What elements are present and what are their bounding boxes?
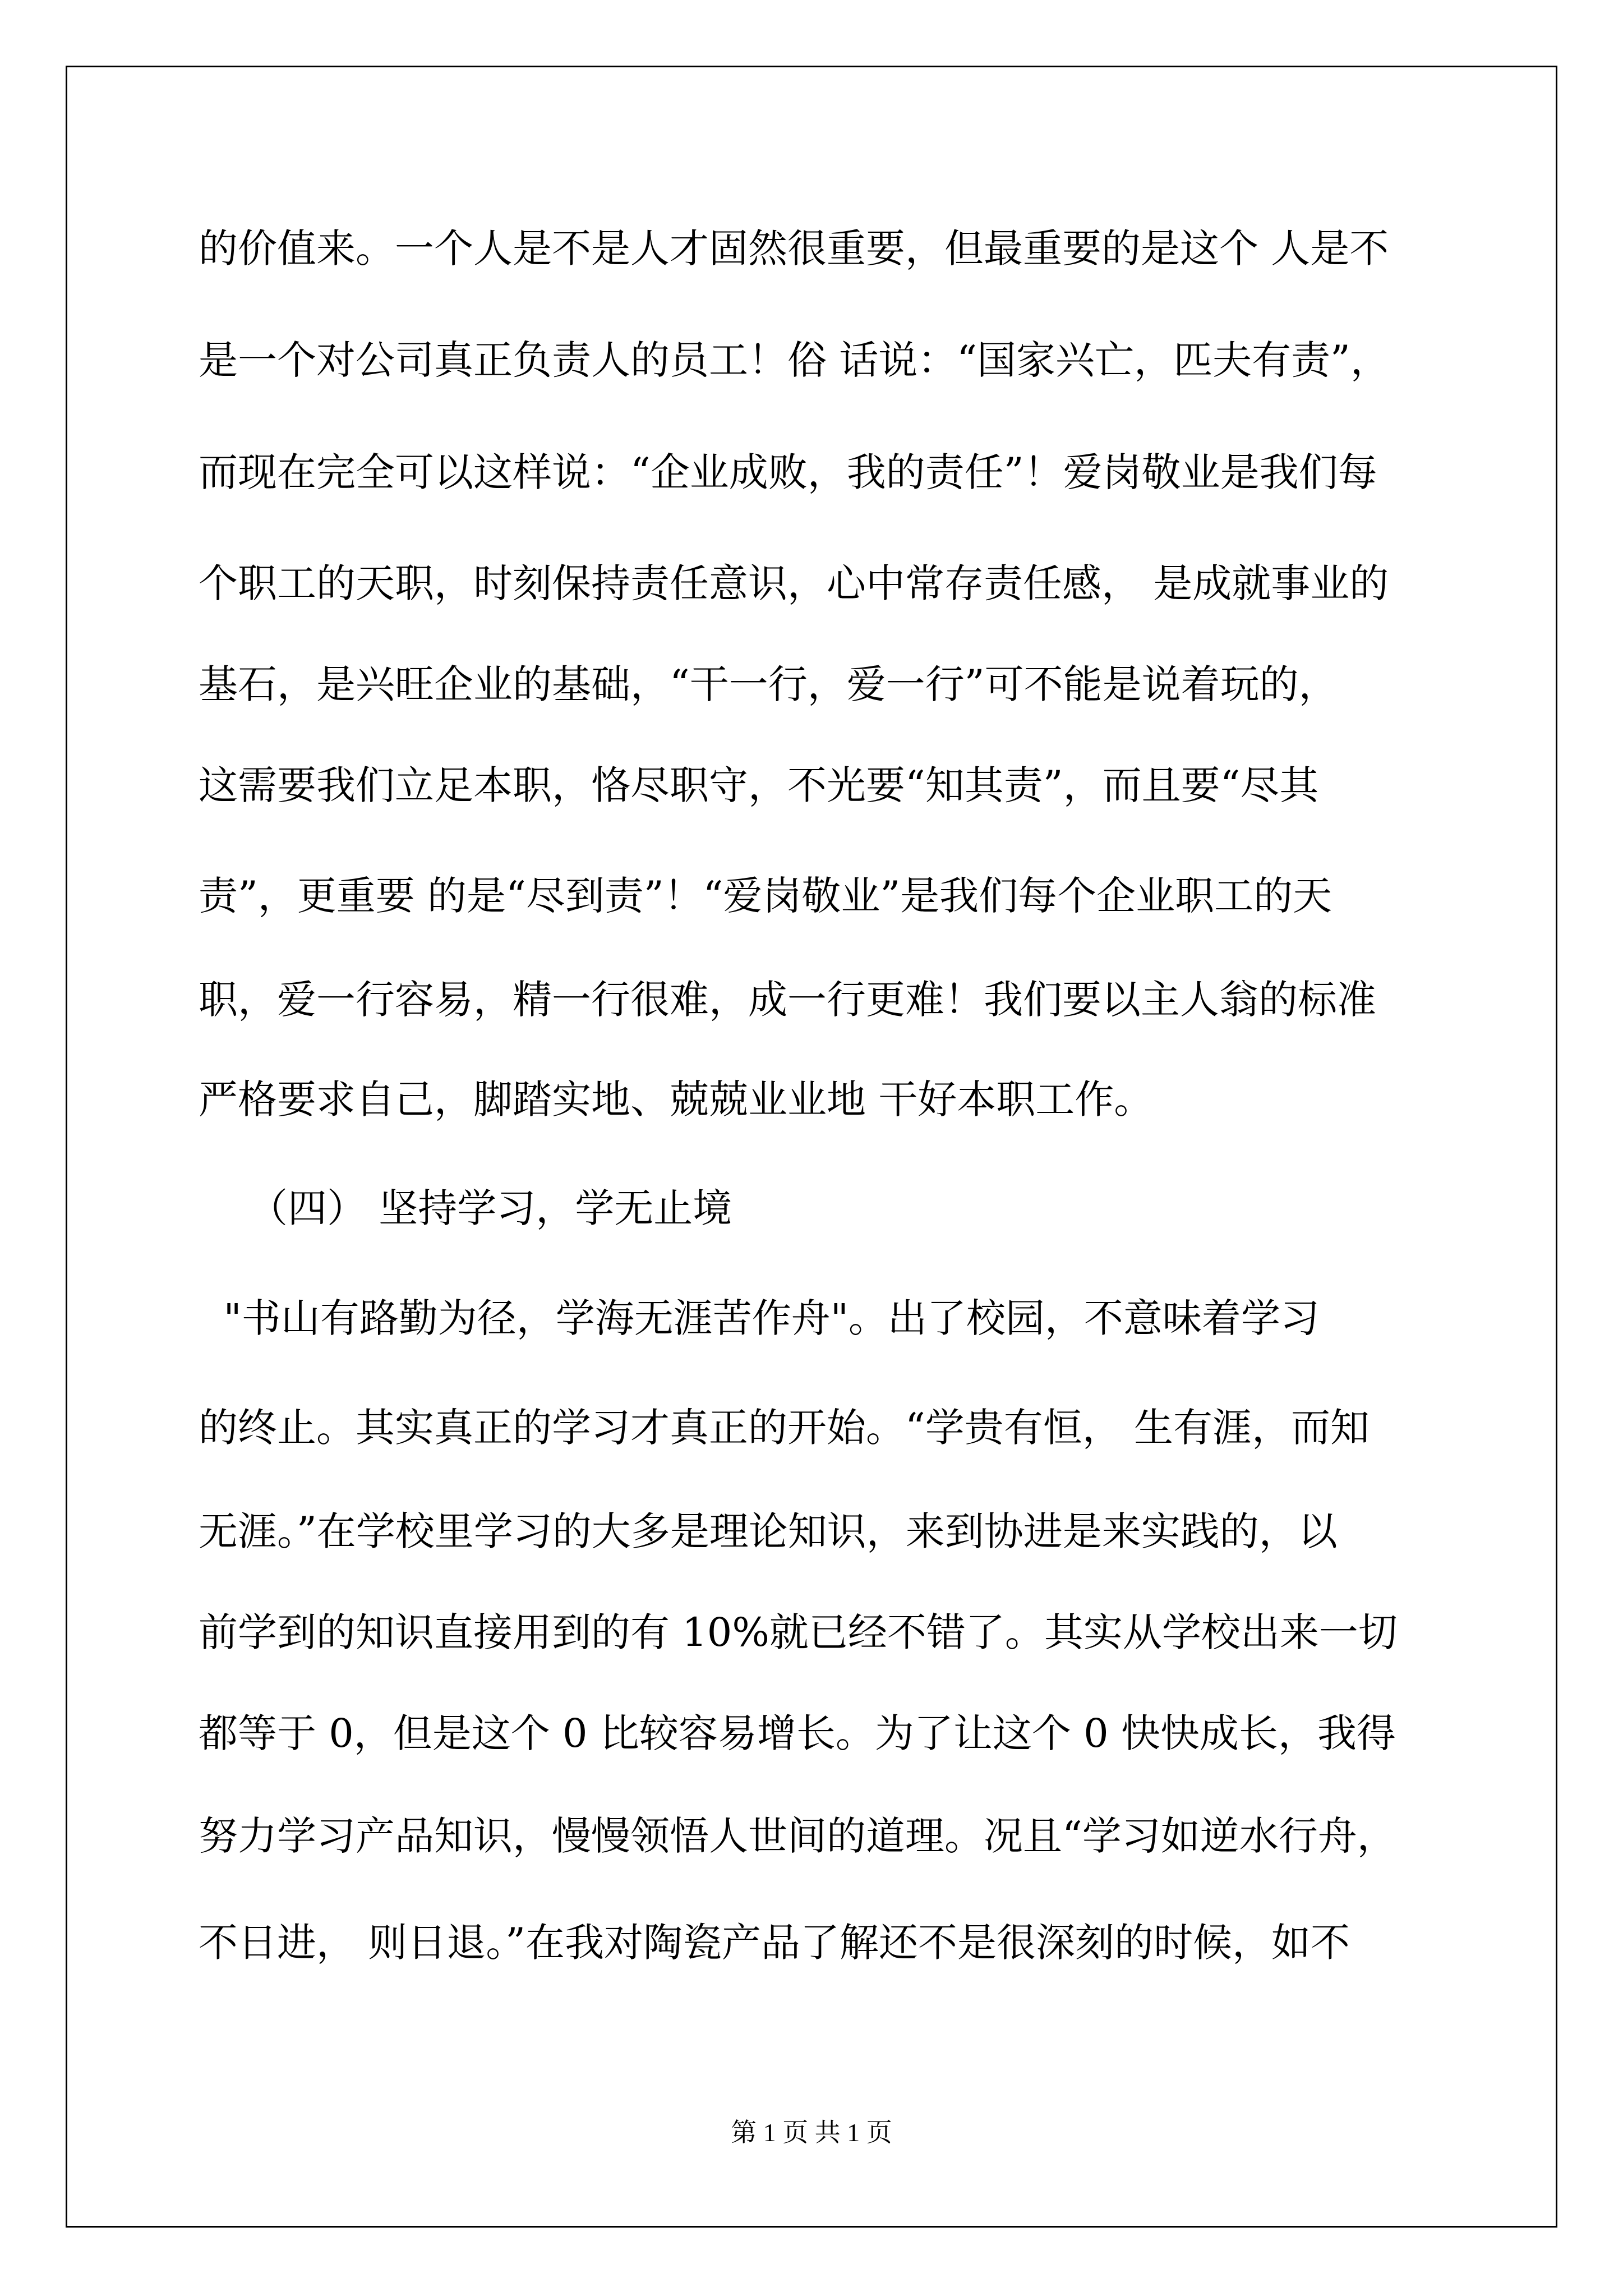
section-heading: （四） 坚持学习，学无止境 [199,1185,732,1231]
text-line: 严格要求自己，脚踏实地、兢兢业业地 干好本职工作。 [199,1076,1154,1122]
text-line: 个职工的天职，时刻保持责任意识，心中常存责任感， 是成就事业的 [199,560,1389,606]
text-line: 努力学习产品知识，慢慢领悟人世间的道理。况且“学习如逆水行舟， [199,1813,1396,1859]
text-line: 职，爱一行容易，精一行很难，成一行更难！我们要以主人翁的标准 [199,977,1376,1023]
text-line: 无涯。”在学校里学习的大多是理论知识，来到协进是来实践的，以 [199,1508,1338,1554]
text-line: 基石，是兴旺企业的基础，“干一行，爱一行”可不能是说着玩的， [199,661,1338,707]
text-line: 而现在完全可以这样说：“企业成败，我的责任”！爱岗敬业是我们每 [199,449,1377,495]
text-line: 前学到的知识直接用到的有 10%就已经不错了。其实从学校出来一切 [199,1609,1398,1655]
text-line: "书山有路勤为径，学海无涯苦作舟"。出了校园，不意味着学习 [199,1295,1320,1341]
text-line: 的价值来。一个人是不是人才固然很重要，但最重要的是这个 人是不 [199,226,1389,272]
page-footer: 第 1 页 共 1 页 [731,2118,892,2147]
page-border [66,66,1557,2228]
text-line: 的终止。其实真正的学习才真正的开始。“学贵有恒， 生有涯，而知 [199,1405,1370,1451]
text-line: 这需要我们立足本职，恪尽职守，不光要“知其责”，而且要“尽其 [199,762,1319,808]
text-line: 不日进， 则日退。”在我对陶瓷产品了解还不是很深刻的时候，如不 [199,1920,1350,1966]
text-line: 都等于 0，但是这个 0 比较容易增长。为了让这个 0 快快成长，我得 [199,1710,1396,1756]
text-line: 是一个对公司真正负责人的员工！俗 话说：“国家兴亡，匹夫有责”， [199,337,1390,383]
text-line: 责”，更重要 的是“尽到责”！“爱岗敬业”是我们每个企业职工的天 [199,873,1332,919]
